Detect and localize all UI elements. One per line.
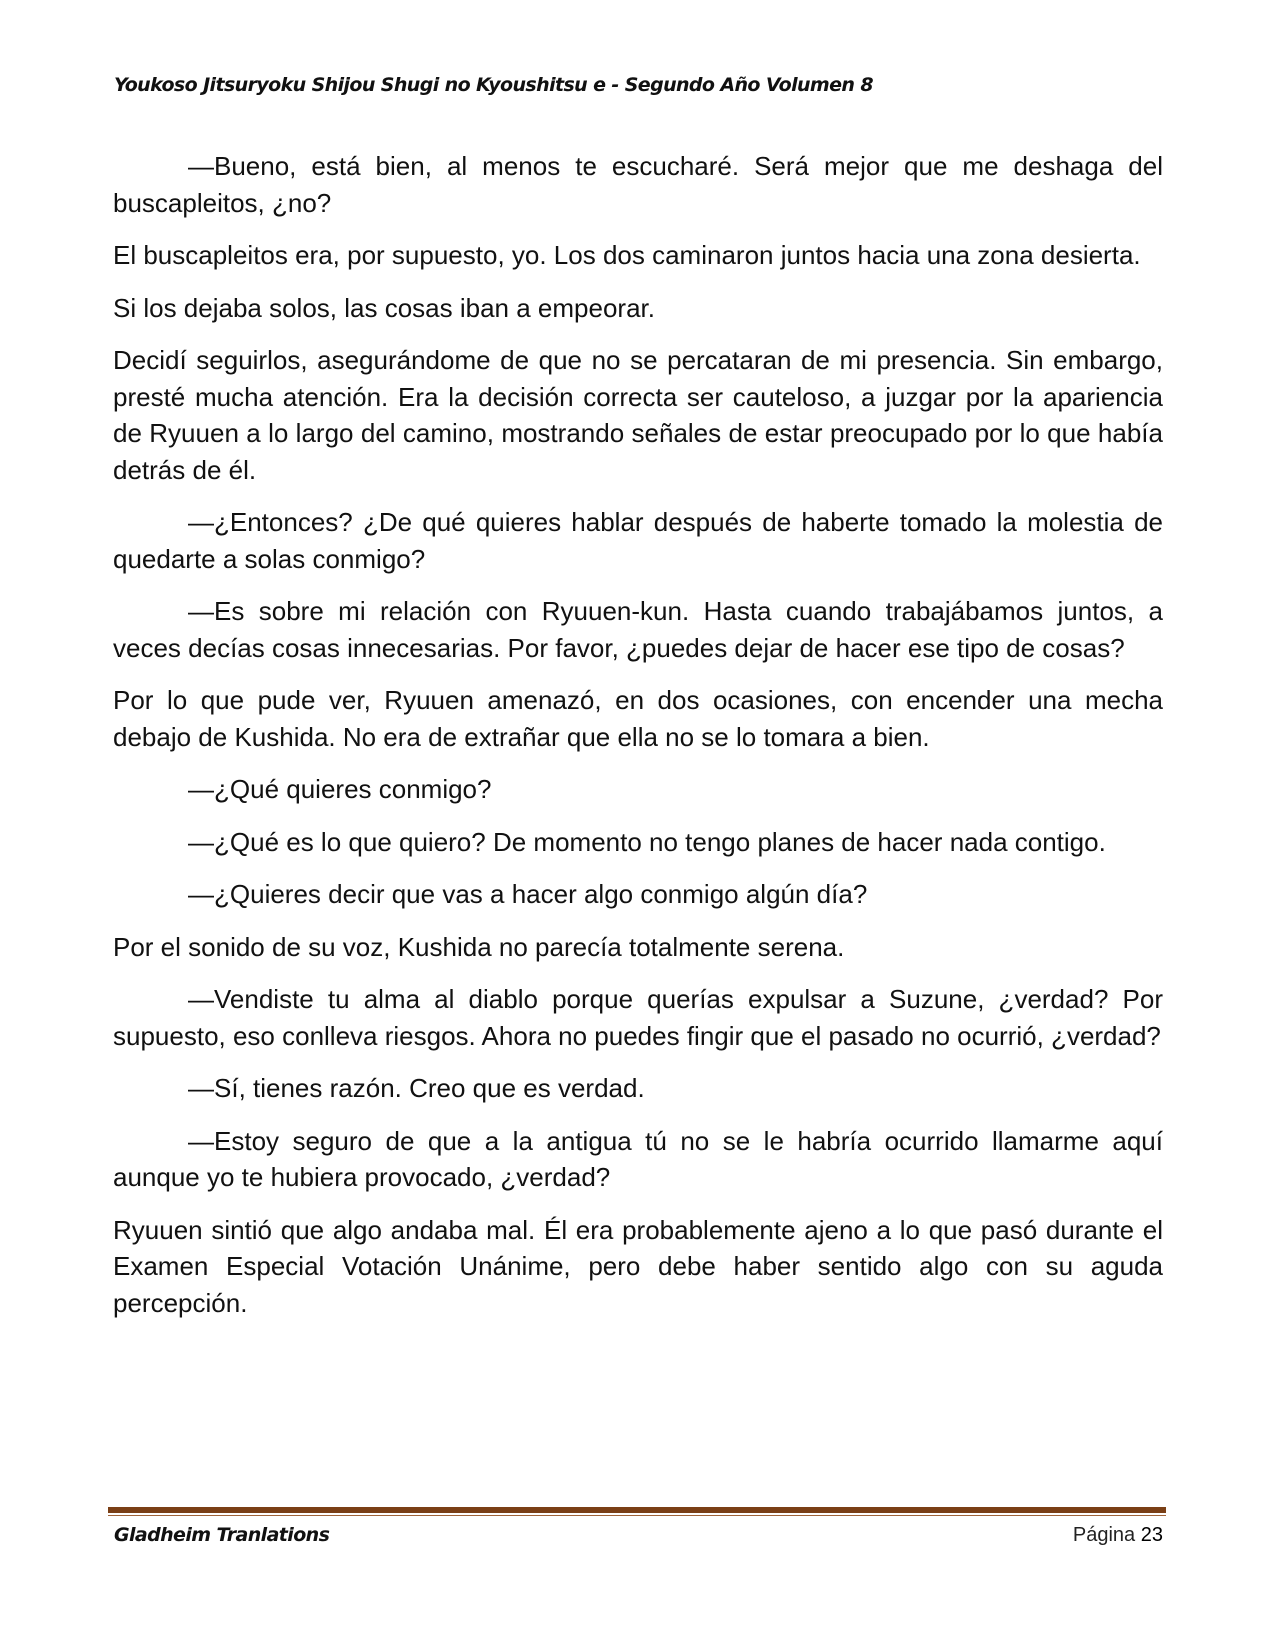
- footer-credit: Gladheim Tranlations: [114, 1524, 330, 1546]
- dialogue-paragraph: —Vendiste tu alma al diablo porque querías expulsar a Suzune, ¿verdad? Por supuesto, eso conlleva riesgos. Ahora no puedes fingir que el pasado no ocurrió, ¿verdad?: [113, 984, 1163, 1051]
- footer-rule: [108, 1507, 1166, 1513]
- footer-rule-thin: [108, 1515, 1166, 1516]
- running-header: Youkoso Jitsuryoku Shijou Shugi no Kyoushitsu e - Segundo Año Volumen 8: [114, 74, 873, 96]
- dialogue-paragraph: —¿Quieres decir que vas a hacer algo conmigo algún día?: [188, 879, 868, 909]
- dialogue-paragraph: —Es sobre mi relación con Ryuuen-kun. Hasta cuando trabajábamos juntos, a veces decías cosas innecesarias. Por favor, ¿puedes dejar de hacer ese tipo de cosas?: [113, 596, 1163, 663]
- page-body: [113, 148, 1163, 1337]
- page-number-value: 23: [1140, 1524, 1163, 1546]
- dialogue-paragraph: —¿Entonces? ¿De qué quieres hablar después de haberte tomado la molestia de quedarte a solas conmigo?: [113, 507, 1163, 574]
- dialogue-paragraph: —¿Qué quieres conmigo?: [188, 774, 492, 804]
- page-label: Página: [1072, 1524, 1136, 1546]
- dialogue-paragraph: —¿Qué es lo que quiero? De momento no tengo planes de hacer nada contigo.: [188, 826, 1106, 857]
- narration-paragraph: Si los dejaba solos, las cosas iban a empeorar.: [113, 292, 655, 323]
- narration-paragraph: Ryuuen sintió que algo andaba mal. Él era probablemente ajeno a lo que pasó durante el Examen Especial Votación Unánime, pero debe haber sentido algo con su aguda percepción.: [113, 1214, 1163, 1318]
- narration-paragraph: Por lo que pude ver, Ryuuen amenazó, en dos ocasiones, con encender una mecha debajo de Kushida. No era de extrañar que ella no se lo tomara a bien.: [113, 685, 1163, 752]
- dialogue-paragraph: —Estoy seguro de que a la antigua tú no se le habría ocurrido llamarme aquí aunque yo te hubiera provocado, ¿verdad?: [113, 1125, 1163, 1192]
- dialogue-paragraph: —Bueno, está bien, al menos te escucharé. Será mejor que me deshaga del buscapleitos, ¿no?: [113, 151, 1163, 218]
- narration-paragraph: Por el sonido de su voz, Kushida no parecía totalmente serena.: [113, 931, 845, 962]
- narration-paragraph: Decidí seguirlos, asegurándome de que no se percataran de mi presencia. Sin embargo, presté mucha atención. Era la decisión correcta ser cauteloso, a juzgar por la apariencia de Ryuuen a lo largo del camino, mostrando señales de estar preocupado por lo que había detrás de él.: [113, 345, 1163, 485]
- dialogue-paragraph: —Sí, tienes razón. Creo que es verdad.: [188, 1073, 645, 1103]
- narration-paragraph: El buscapleitos era, por supuesto, yo. Los dos caminaron juntos hacia una zona desierta.: [113, 240, 1141, 270]
- page-number: [1073, 1524, 1163, 1547]
